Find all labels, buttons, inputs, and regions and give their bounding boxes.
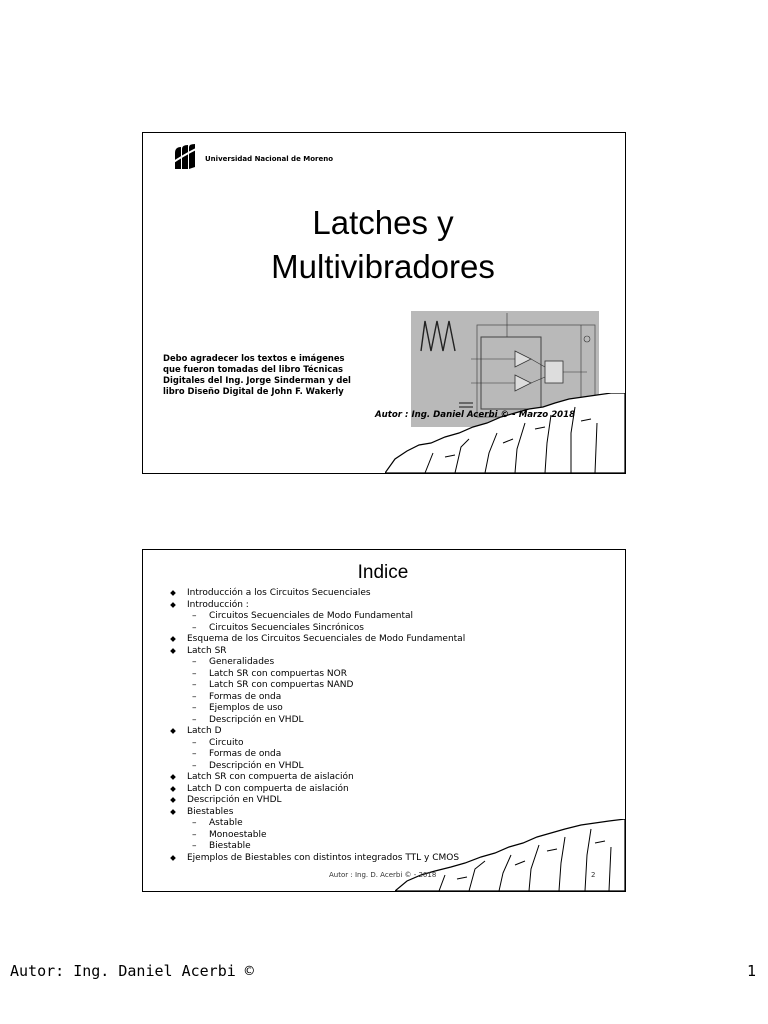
diamond-bullet-icon [170, 809, 176, 815]
ack-line: que fueron tomadas del libro Técnicas [163, 364, 343, 374]
index-item [165, 784, 605, 796]
slide-title-line-2: Multivibradores [271, 248, 495, 285]
index-item [165, 738, 605, 750]
diamond-bullet-icon [170, 797, 176, 803]
index-item-label: Latch SR con compuertas NAND [209, 680, 354, 690]
university-logo-icon [171, 143, 197, 171]
dash-bullet-icon: – [192, 703, 197, 713]
title-slide [142, 132, 626, 474]
dash-bullet-icon: – [192, 818, 197, 828]
dash-bullet-icon: – [192, 657, 197, 667]
dash-bullet-icon: – [192, 680, 197, 690]
index-item [165, 795, 605, 807]
diamond-bullet-icon [170, 602, 176, 608]
dash-bullet-icon: – [192, 622, 197, 633]
dash-bullet-icon: – [192, 749, 197, 759]
slide-title [143, 201, 623, 289]
dash-bullet-icon: – [192, 611, 197, 621]
index-item [165, 657, 605, 669]
diamond-bullet-icon [170, 728, 176, 734]
index-item [165, 726, 605, 738]
index-item-label: Monoestable [209, 829, 267, 840]
slide-title-line-1: Latches y [312, 204, 454, 241]
index-item [165, 669, 605, 681]
cliff-decoration-icon [395, 819, 625, 891]
index-item [165, 692, 605, 704]
diamond-bullet-icon [170, 648, 176, 654]
index-item [165, 761, 605, 773]
index-item-label: Ejemplos de uso [209, 703, 283, 713]
index-item [165, 807, 605, 819]
dash-bullet-icon: – [192, 737, 197, 748]
index-item-label: Introducción a los Circuitos Secuenciales [187, 588, 371, 598]
dash-bullet-icon: – [192, 691, 197, 702]
ack-line: Digitales del Ing. Jorge Sinderman y del [163, 375, 351, 385]
dash-bullet-icon: – [192, 829, 197, 840]
diamond-bullet-icon [170, 855, 176, 861]
index-item-label: Descripción en VHDL [209, 714, 304, 725]
index-item [165, 680, 605, 692]
acknowledgement-text [163, 353, 403, 397]
ack-line: Debo agradecer los textos e imágenes [163, 353, 345, 363]
diamond-bullet-icon [170, 636, 176, 642]
index-item-label: Ejemplos de Biestables con distintos integrados TTL y CMOS [187, 852, 460, 863]
index-item-label: Biestables [187, 806, 234, 817]
index-item-label: Latch D con compuerta de aislación [187, 783, 349, 794]
index-item-label: Esquema de los Circuitos Secuenciales de Modo Fundamental [187, 634, 466, 644]
slide-footer: Autor : Ing. D. Acerbi © - 2018 [329, 871, 437, 879]
index-item [165, 634, 605, 646]
dash-bullet-icon: – [192, 841, 197, 851]
index-item-label: Latch SR con compuertas NOR [209, 668, 347, 679]
index-item-label: Circuito [209, 737, 244, 748]
dash-bullet-icon: – [192, 668, 197, 679]
index-item-label: Biestable [209, 841, 251, 851]
index-item-label: Latch SR con compuerta de aislación [187, 772, 354, 782]
index-item-label: Descripción en VHDL [187, 795, 282, 805]
university-name: Universidad Nacional de Moreno [205, 155, 334, 163]
index-item-label: Introducción : [187, 599, 249, 610]
cliff-decoration-icon [385, 393, 625, 473]
index-item-label: Circuitos Secuenciales Sincrónicos [209, 622, 364, 633]
diamond-bullet-icon [170, 774, 176, 780]
index-item-label: Circuitos Secuenciales de Modo Fundamental [209, 611, 414, 621]
index-item-label: Latch D [187, 726, 222, 736]
index-item-label: Latch SR [187, 645, 227, 656]
ack-line: libro Diseño Digital de John F. Wakerly [163, 386, 344, 396]
index-item-label: Descripción en VHDL [209, 760, 304, 771]
index-item [165, 772, 605, 784]
index-item [165, 588, 605, 600]
diamond-bullet-icon [170, 590, 176, 596]
dash-bullet-icon: – [192, 760, 197, 771]
dash-bullet-icon: – [192, 714, 197, 725]
page-footer-author: Autor: Ing. Daniel Acerbi © [10, 962, 254, 980]
index-item-label: Formas de onda [209, 691, 282, 702]
index-item-label: Formas de onda [209, 749, 282, 759]
index-item [165, 715, 605, 727]
index-title: Indice [357, 562, 409, 583]
index-item [165, 623, 605, 635]
index-item-label: Generalidades [209, 657, 275, 667]
index-item [165, 600, 605, 612]
slide-page-number: 2 [591, 871, 596, 879]
slide-author: Autor : Ing. Daniel Acerbi © - Marzo 2018 [375, 410, 576, 420]
page-number: 1 [746, 962, 756, 980]
diamond-bullet-icon [170, 786, 176, 792]
index-item [165, 749, 605, 761]
index-item [165, 703, 605, 715]
index-item-label: Astable [209, 818, 243, 828]
index-item [165, 646, 605, 658]
index-item [165, 611, 605, 623]
index-slide [142, 549, 626, 892]
